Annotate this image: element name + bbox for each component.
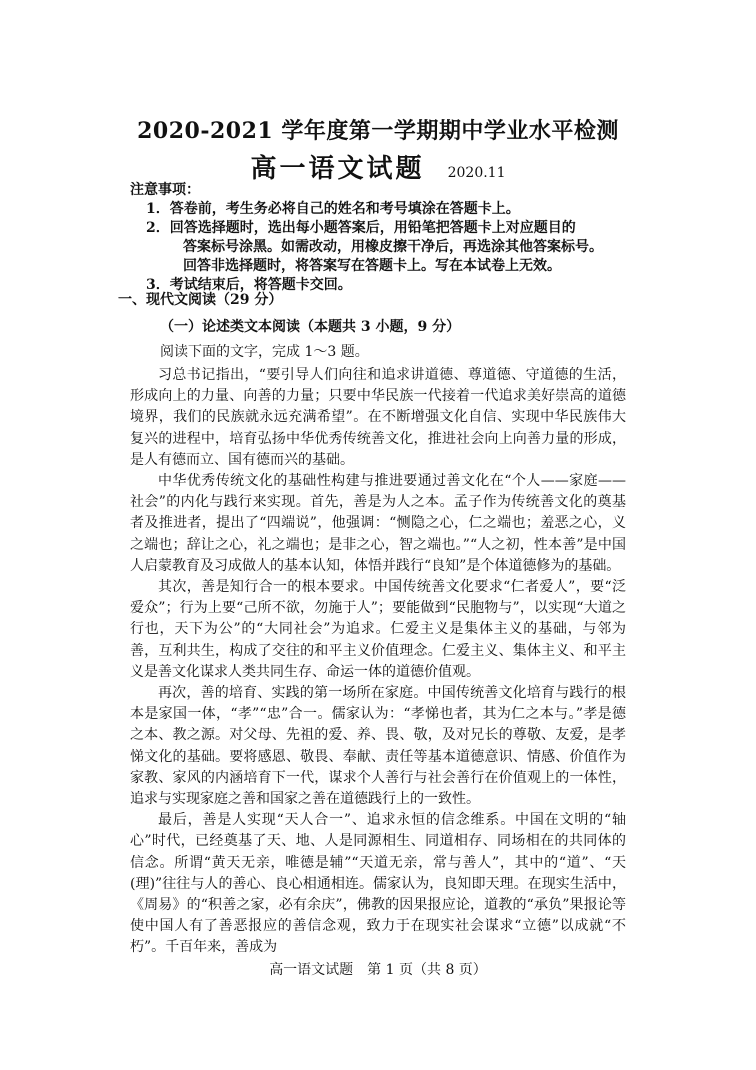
instruction-item-2-line-2: 答案标号涂黑。如需改动，用橡皮擦干净后，再选涂其他答案标号。 [183,239,603,255]
instruction-item-2-line-3: 回答非选择题时，将答案写在答题卡上。写在本试卷上无效。 [183,258,561,274]
passage-paragraph: 其次，善是知行合一的根本要求。中国传统善文化要求“仁者爱人”，要“泛爱众”；行为上要“己所不欲，勿施于人”；要能做到“民胞物与”，以实现“大道之行也，天下为公”的“大同社会”为追求。仁爱主义是集体主义的基础，与邻为善，互利共生，构成了交往的和平主义价值理念。仁爱主义、集体主义、和平主义是善文化谋求人类共同生存、命运一体的道德价值观。 [130,579,626,680]
section-heading: 一、现代文阅读（29 分） [118,292,283,308]
passage-paragraph: 最后，善是人实现“天人合一”、追求永恒的信念维系。中国在文明的“轴心”时代，已经奠基了天、地、人是同源相生、同道相存、同场相在的共同体的信念。所谓“黄天无亲，唯德是辅”“天道无亲，常与善人”，其中的“道”、“天(理)”往往与人的善心、良心相通相连。儒家认为，良知即天理。在现实生活中，《周易》的“积善之家，必有余庆”，佛教的因果报应论，道教的“承负”果报论等使中国人有了善恶报应的善信念观，致力于在现实社会谋求“立德”以成就“不朽”。千百年来，善成为 [130,812,626,956]
instruction-item-2: 2．回答选择题时，选出每小题答案后，用铅笔把答题卡上对应题目的 [146,220,576,236]
exam-date: 2020.11 [447,165,506,181]
page-footer: 高一语文试题 第 1 页（共 8 页） [269,962,487,978]
subject-title-line [0,148,756,185]
instruction-item-1: 1．答卷前，考生务必将自己的姓名和考号填涂在答题卡上。 [146,201,520,217]
passage-paragraph: 习总书记指出，“要引导人们向往和追求讲道德、尊道德、守道德的生活，形成向上的力量、向善的力量；只要中华民族一代接着一代追求美好崇高的道德境界，我们的民族就永远充满希望”。在不断增强文化自信、实现中华民族伟大复兴的进程中，培育弘扬中华优秀传统善文化，推进社会向上向善力量的形成，是人有德而立、国有德而兴的基础。 [130,367,626,468]
instructions-block [130,181,650,295]
subject-title: 高一语文试题 [250,154,425,184]
reading-passage [130,365,626,959]
instructions-heading: 注意事项： [130,182,200,198]
subsection-heading: （一）论述类文本阅读（本题共 3 小题，9 分） [160,319,461,335]
reading-instruction: 阅读下面的文字，完成 1～3 题。 [160,344,369,360]
instruction-item-3: 3．考试结束后，将答题卡交回。 [146,277,352,293]
passage-paragraph: 中华优秀传统文化的基础性构建与推进要通过善文化在“个人——家庭——社会”的内化与践行来实现。首先，善是为人之本。孟子作为传统善文化的奠基者及推进者，提出了“四端说”，他强调：“恻隐之心，仁之端也；羞恶之心，义之端也；辞让之心，礼之端也；是非之心，智之端也。”“人之初，性本善”是中国人启蒙教育及习成做人的基本认知，体悟并践行“良知”是个体道德修为的基础。 [130,473,626,574]
passage-paragraph: 再次，善的培育、实践的第一场所在家庭。中国传统善文化培育与践行的根本是家国一体，“孝”“忠”合一。儒家认为：“孝悌也者，其为仁之本与。”孝是德之本、教之源。对父母、先祖的爱、养、畏、敬，及对兄长的尊敬、友爱，是孝悌文化的基础。要将感恩、敬畏、奉献、责任等基本道德意识、情感、价值作为家教、家风的内涵培育下一代，谋求个人善行与社会善行在价值观上的一体性，追求与实现家庭之善和国家之善在道德践行上的一致性。 [130,685,626,808]
exam-title: 2020-2021 学年度第一学期期中学业水平检测 [137,118,619,144]
